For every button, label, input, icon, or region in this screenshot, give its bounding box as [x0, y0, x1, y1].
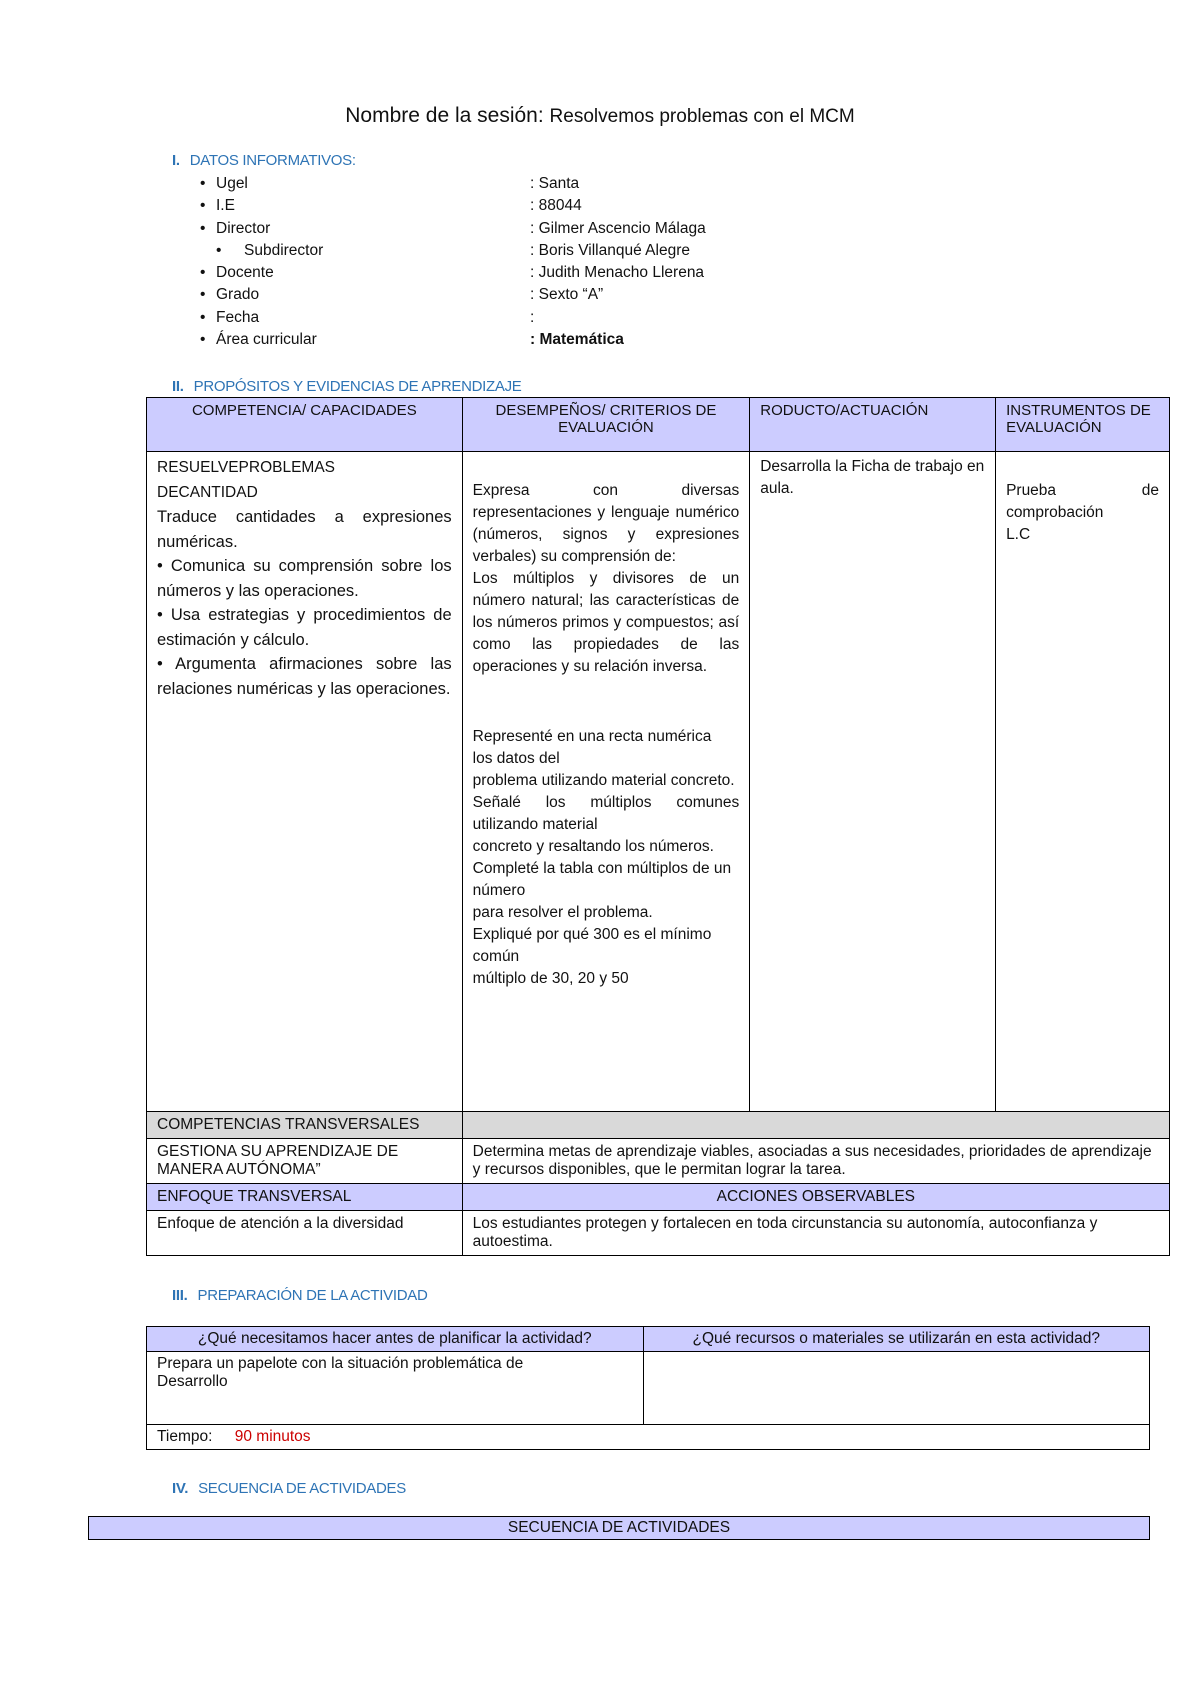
section-4-heading — [172, 1480, 406, 1497]
gestiona-text: Determina metas de aprendizaje viables, asociadas a sus necesidades, prioridades de aprendizaje y recursos disponibles, que le permitan lograr la tarea. — [462, 1139, 1169, 1184]
info-value: : 88044 — [530, 197, 582, 215]
capacidad-3: • Usa estrategias y procedimientos de estimación y cálculo. — [157, 606, 452, 649]
page-title — [0, 104, 1200, 128]
criterio-1b: los datos del — [472, 750, 560, 767]
prep-resources-cell — [643, 1352, 1149, 1425]
desempeno-detail: Los múltiplos y divisores de un número natural; las características de los números primos y compuestos; así como las propiedades de las operaciones y su relación inversa. — [472, 570, 740, 675]
section-number: I. — [172, 152, 180, 169]
info-value: : — [530, 308, 535, 326]
bullet-icon: • — [200, 286, 206, 304]
session-name-label: Nombre de la sesión: — [345, 104, 544, 127]
transversales-empty — [462, 1112, 1169, 1139]
criterio-3b: para resolver el problema. — [472, 904, 653, 921]
bullet-icon: • — [200, 264, 206, 282]
info-value: : Santa — [530, 175, 580, 192]
info-label: Área curricular — [216, 331, 317, 349]
sequence-table — [88, 1516, 1150, 1540]
competencia-title-2: DECANTIDAD — [157, 483, 258, 501]
section-number: II. — [172, 378, 184, 395]
section-title: DATOS INFORMATIVOS: — [189, 152, 356, 169]
prep-header-resources: ¿Qué recursos o materiales se utilizarán en esta actividad? — [643, 1327, 1149, 1352]
sequence-header: SECUENCIA DE ACTIVIDADES — [89, 1517, 1150, 1540]
competencia-title-1: RESUELVEPROBLEMAS — [157, 459, 336, 476]
criterio-2a: Señalé los múltiplos comunes utilizando material — [472, 794, 740, 833]
criterio-1c: problema utilizando material concreto. — [472, 772, 735, 789]
section-2-heading — [172, 378, 521, 395]
header-instrumentos: INSTRUMENTOS DE EVALUACIÓN — [996, 398, 1170, 452]
section-title: PREPARACIÓN DE LA ACTIVIDAD — [197, 1287, 428, 1304]
acciones-value: Los estudiantes protegen y fortalecen en toda circunstancia su autonomía, autoconfianza y autoestima. — [462, 1211, 1169, 1256]
prep-task-line-1: Prepara un papelote con la situación problemática de — [157, 1355, 524, 1372]
bullet-icon: • — [200, 331, 206, 349]
criterio-4a: Expliqué por qué 300 es el mínimo común — [472, 926, 712, 965]
gestiona-label: GESTIONA SU APRENDIZAJE DE MANERA AUTÓNOMA” — [147, 1139, 463, 1184]
producto-cell: Desarrolla la Ficha de trabajo en aula. — [750, 452, 996, 1112]
bullet-icon: • — [200, 175, 206, 192]
header-competencia: COMPETENCIA/ CAPACIDADES — [147, 398, 463, 452]
info-label: Fecha — [216, 308, 260, 326]
desempenos-cell — [462, 452, 750, 1112]
section-title: PROPÓSITOS Y EVIDENCIAS DE APRENDIZAJE — [193, 378, 522, 395]
tiempo-value: 90 minutos — [234, 1428, 311, 1445]
bullet-icon: • — [200, 308, 206, 326]
info-label: Grado — [216, 286, 260, 304]
instrumentos-cell — [996, 452, 1170, 1112]
criterio-4b: múltiplo de 30, 20 y 50 — [472, 970, 629, 987]
desempeno-intro: Expresa con diversas representaciones y lenguaje numérico (números, signos y expresiones verbales) su comprensión de: — [472, 482, 740, 565]
prep-task-cell — [147, 1352, 644, 1425]
transversales-label: COMPETENCIAS TRANSVERSALES — [147, 1112, 463, 1139]
bullet-icon: • — [200, 219, 206, 237]
criterio-1a: Representé en una recta numérica — [472, 728, 712, 745]
info-value: : Boris Villanqué Alegre — [530, 241, 690, 259]
bullet-icon: • — [216, 241, 222, 259]
header-desempenos: DESEMPEÑOS/ CRITERIOS DE EVALUACIÓN — [462, 398, 750, 452]
info-value: : Matemática — [530, 331, 624, 349]
instrumento-2: L.C — [1006, 526, 1031, 543]
enfoque-label: ENFOQUE TRANSVERSAL — [147, 1184, 463, 1211]
section-title: SECUENCIA DE ACTIVIDADES — [198, 1480, 406, 1497]
prep-header-before: ¿Qué necesitamos hacer antes de planificar la actividad? — [147, 1327, 644, 1352]
bullet-icon: • — [200, 197, 206, 215]
info-label: Docente — [216, 264, 274, 282]
purposes-table — [146, 397, 1170, 1256]
section-3-heading — [172, 1287, 428, 1304]
header-producto: RODUCTO/ACTUACIÓN — [750, 398, 996, 452]
instrumento-1: Prueba de comprobación — [1006, 482, 1159, 521]
info-label: Director — [216, 219, 271, 237]
info-value: : Gilmer Ascencio Málaga — [530, 219, 706, 237]
section-number: IV. — [172, 1480, 189, 1497]
info-label: Ugel — [216, 175, 248, 192]
competencia-cell — [147, 452, 463, 1112]
info-value: : Sexto “A” — [530, 286, 604, 304]
capacidad-1: Traduce cantidades a expresiones numéricas. — [157, 508, 452, 551]
preparation-table — [146, 1326, 1150, 1450]
prep-task-line-2: Desarrollo — [157, 1373, 228, 1390]
criterio-3a: Completé la tabla con múltiplos de un número — [472, 860, 732, 899]
capacidad-4: • Argumenta afirmaciones sobre las relaciones numéricas y las operaciones. — [157, 655, 452, 698]
section-1-heading — [172, 152, 356, 169]
capacidad-2: • Comunica su comprensión sobre los números y las operaciones. — [157, 557, 452, 600]
info-label: Subdirector — [244, 241, 324, 259]
enfoque-value: Enfoque de atención a la diversidad — [147, 1211, 463, 1256]
criterio-2b: concreto y resaltando los números. — [472, 838, 714, 855]
section-number: III. — [172, 1287, 188, 1304]
tiempo-row — [147, 1425, 1150, 1450]
info-value: : Judith Menacho Llerena — [530, 264, 705, 282]
tiempo-label: Tiempo: — [157, 1428, 213, 1445]
info-label: I.E — [216, 197, 235, 215]
acciones-label: ACCIONES OBSERVABLES — [462, 1184, 1169, 1211]
session-name-value: Resolvemos problemas con el MCM — [549, 106, 855, 127]
